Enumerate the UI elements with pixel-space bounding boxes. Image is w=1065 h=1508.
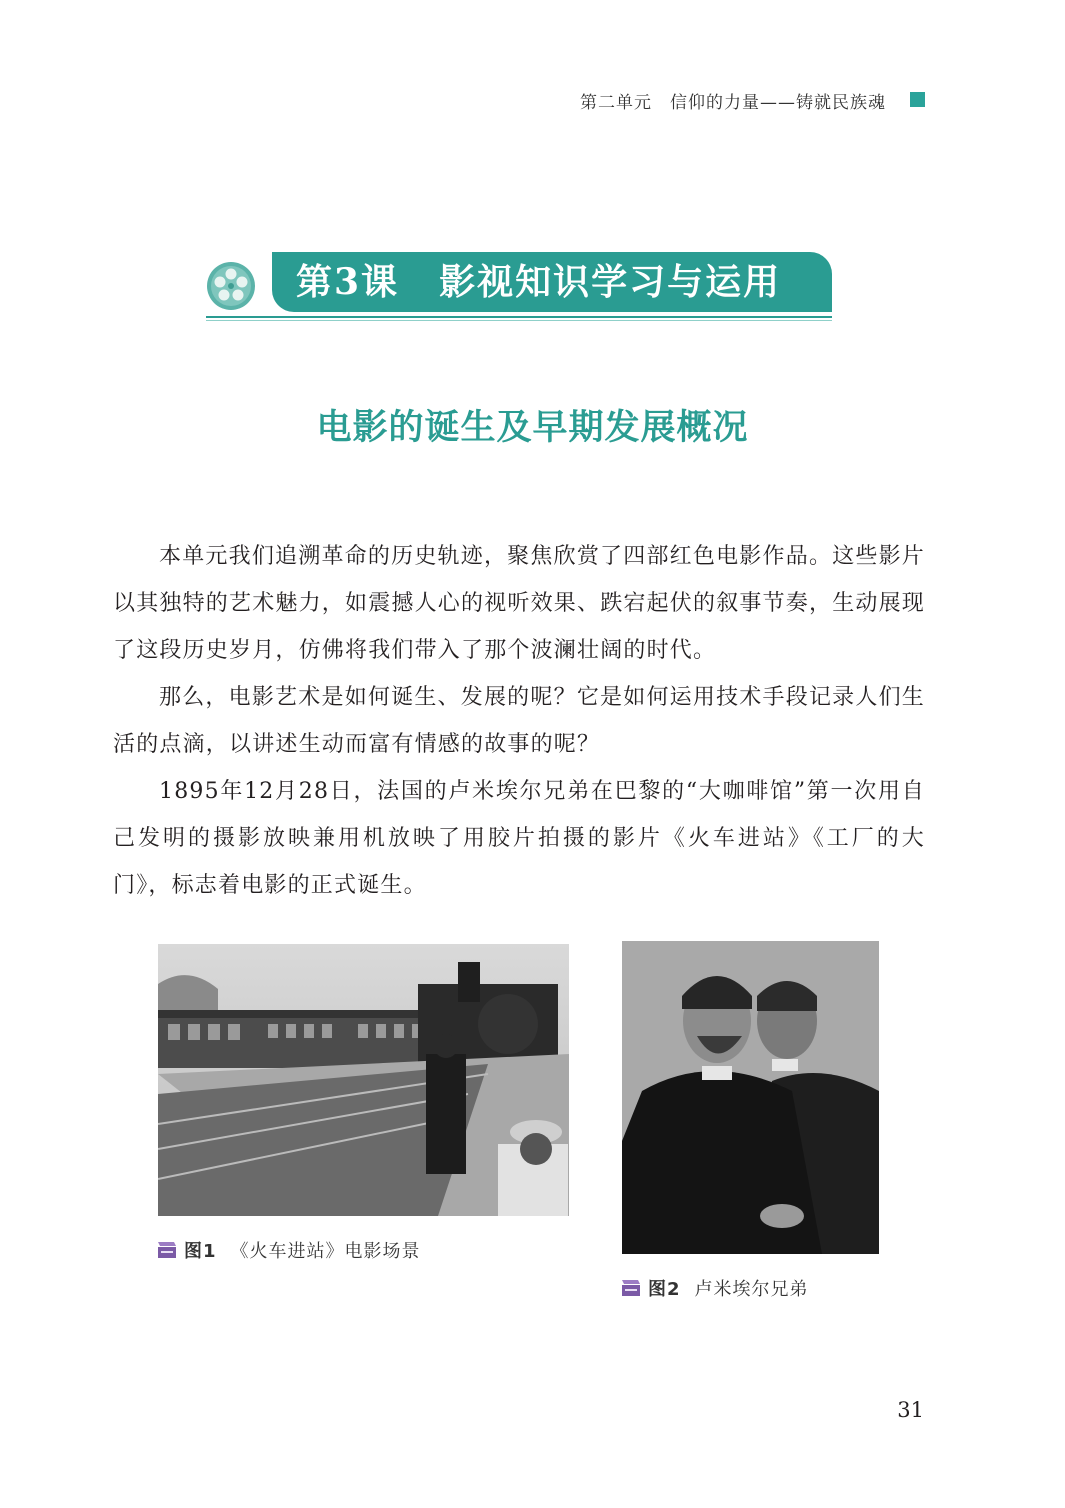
lesson-number: 第3课 [296,261,400,303]
page-number: 31 [897,1398,924,1422]
figure-number: 图1 [184,1241,217,1262]
figure-caption [622,1275,809,1301]
figure-caption-text: 《火车进站》电影场景 [230,1241,421,1262]
film-reel-icon [206,261,256,311]
paragraph: 1895年12月28日，法国的卢米埃尔兄弟在巴黎的“大咖啡馆”第一次用自己发明的摄影放映兼用机放映了用胶片拍摄的影片《火车进站》《工厂的大门》，标志着电影的正式诞生。 [113,779,925,898]
running-header [580,88,924,113]
figure-caption-text: 卢米埃尔兄弟 [694,1279,809,1300]
unit-label: 第二单元 [580,93,652,113]
paragraph: 本单元我们追溯革命的历史轨迹，聚焦欣赏了四部红色电影作品。这些影片以其独特的艺术魅力，如震撼人心的视听效果、跌宕起伏的叙事节奏，生动展现了这段历史岁月，仿佛将我们带入了那个波澜壮阔的时代。 [113,544,926,663]
lumiere-brothers-photo [622,941,879,1254]
figure-number: 图2 [648,1279,681,1300]
paragraph: 那么，电影艺术是如何诞生、发展的呢？它是如何运用技术手段记录人们生活的点滴，以讲述生动而富有情感的故事的呢？ [113,685,925,757]
lesson-title: 影视知识学习与运用 [439,261,782,303]
train-station-photo [158,944,569,1216]
unit-title: 信仰的力量——铸就民族魂 [670,93,886,113]
section-title: 电影的诞生及早期发展概况 [316,407,749,448]
figure-caption [158,1237,421,1263]
banner-underline-thin [206,320,832,321]
lesson-banner [206,252,832,322]
clapperboard-icon [158,1242,176,1258]
clapperboard-icon [622,1280,640,1296]
body-text [113,533,925,909]
banner-underline [206,316,832,318]
lesson-title-banner [272,252,832,312]
header-square-mark [910,92,925,107]
